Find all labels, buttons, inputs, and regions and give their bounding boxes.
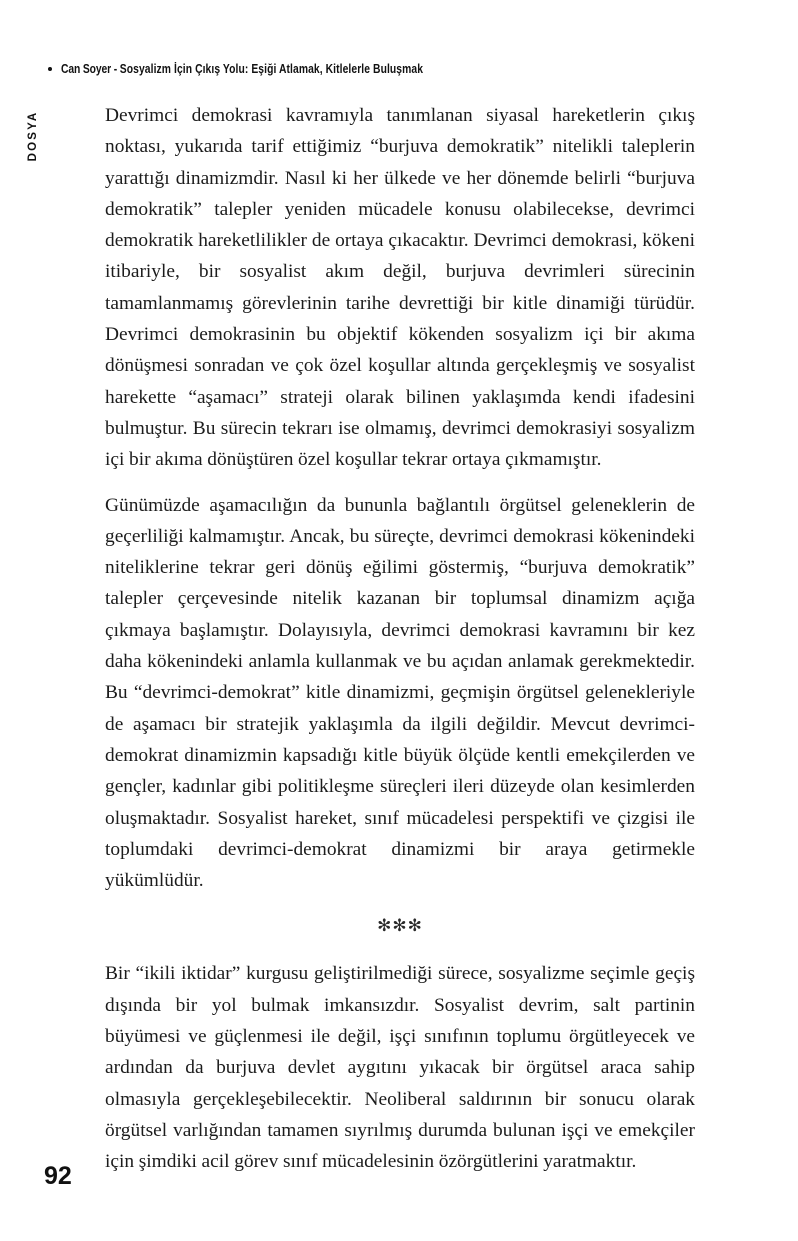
paragraph: Bir “ikili iktidar” kurgusu geliştirilmediği sürece, sosyalizme seçimle geçiş dışında bir yol bulmak imkansızdır. Sosyalist devrim, salt partinin büyümesi ve güçlenmesi ile değil, işçi sınıfının toplumu örgütleyecek ve ardından da burjuva devlet aygıtını yıkacak bir örgütsel araca sahip olmasıyla gerçekleşebilecektir. Neoliberal saldırının bir sonucu olarak örgütsel varlığından tamamen sıyrılmış durumda bulunan işçi ve emekçiler için şimdiki acil görev sınıf mücadelesinin özörgütlerini yaratmaktır. [105, 963, 695, 1173]
header-author: Can Soyer [61, 62, 111, 76]
header-article-title: Sosyalizm İçin Çıkış Yolu: Eşiği Atlamak, Kitlelerle Buluşmak [119, 62, 424, 76]
header-separator: - [110, 62, 120, 76]
body-text-column [105, 100, 695, 1178]
page-number: 92 [44, 1162, 72, 1190]
running-header-text [61, 62, 423, 76]
section-tab-label: DOSYA [27, 110, 39, 162]
section-separator: ✻✻✻ [377, 916, 423, 937]
bullet-icon [48, 67, 52, 71]
paragraph: Günümüzde aşamacılığın da bununla bağlantılı örgütsel geleneklerin de geçerliliği kalmamıştır. Ancak, bu süreçte, devrimci demokrasi kökenindeki niteliklerine tekrar geri dönüş eğilimi göstermiş, “burjuva demokratik” talepler çerçevesinde nitelik kazanan bir toplumsal dinamizm açığa çıkmaya başlamıştır. Dolayısıyla, devrimci demokrasi kavramını bir kez daha kökenindeki anlamla kullanmak ve bu açıdan anlamak gerekmektedir. Bu “devrimci-demokrat” kitle dinamizmi, geçmişin örgütsel gelenekleriyle de aşamacı bir stratejik yaklaşımla da ilgili değildir. Mevcut devrimci-demokrat dinamizmin kapsadığı kitle büyük ölçüde kentli emekçilerden ve gençler, kadınlar gibi politikleşme süreçleri ileri düzeyde olan kesimlerden oluşmaktadır. Sosyalist hareket, sınıf mücadelesi perspektifi ve çizgisi ile toplumdaki devrimci-demokrat dinamizmi bir araya getirmekle yükümlüdür. [105, 494, 695, 892]
paragraph: Devrimci demokrasi kavramıyla tanımlanan siyasal hareketlerin çıkış noktası, yukarıda tarif ettiğimiz “burjuva demokratik” nitelikli taleplerin yarattığı dinamizmdir. Nasıl ki her ülkede ve her dönemde belirli “burjuva demokratik” talepler yeniden mücadele konusu olabilecekse, devrimci demokratik hareketlilikler de ortaya çıkacaktır. Devrimci demokrasi, kökeni itibariyle, bir sosyalist akım değil, burjuva devrimleri sürecinin tamamlanmamış görevlerinin tarihe devrettiği bir kitle dinamiği türüdür. Devrimci demokrasinin bu objektif kökenden sosyalizm içi bir akıma dönüşmesi sonradan ve çok özel koşullar altında gerçekleşmiş ve sosyalist harekette “aşamacı” strateji olarak bilinen yaklaşımda kendi ifadesini bulmuştur. Bu sürecin tekrarı ise olmamış, devrimci demokrasiyi sosyalizm içi bir akıma dönüştüren özel koşullar tekrar ortaya çıkmamıştır. [105, 105, 695, 471]
section-tab-dosya [24, 96, 42, 176]
running-header [48, 62, 503, 76]
